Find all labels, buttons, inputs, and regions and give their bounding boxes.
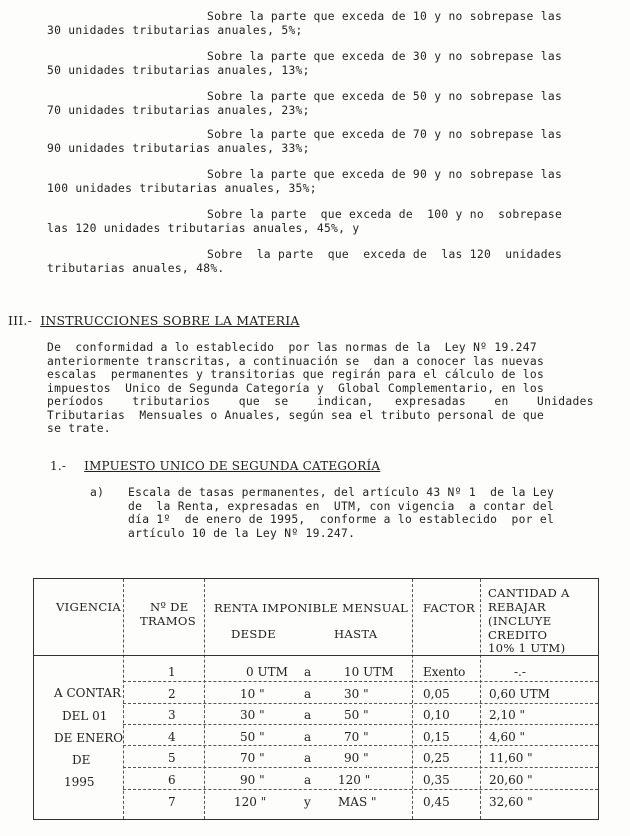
- cell-hasta: 10 UTM: [344, 665, 394, 679]
- cell-rebajar: 2,10 ": [489, 708, 526, 722]
- tramo-paragraph: [47, 10, 607, 37]
- section-paragraph: [47, 341, 609, 436]
- cell-desde: 120 ": [234, 795, 267, 809]
- cell-hasta: 50 ": [344, 708, 369, 722]
- tramo-paragraph: [47, 128, 607, 155]
- header-rebajar-5: 10% 1 UTM): [488, 641, 566, 655]
- tramo-line-1: Sobre la parte que exceda de las 120 unidades: [207, 248, 563, 261]
- item-line: artículo 10 de la Ley Nº 19.247.: [128, 526, 356, 540]
- cell-tramo: 7: [168, 795, 176, 809]
- subsection-number: 1.-: [50, 459, 67, 473]
- item-line: Escala de tasas permanentes, del artículo 43 Nº 1 de la Ley: [128, 486, 555, 499]
- cell-tramo: 5: [168, 751, 176, 765]
- tramo-line-1: Sobre la parte que exceda de 50 y no sobrepase las: [207, 90, 563, 103]
- tramo-paragraph: [47, 168, 607, 195]
- tramo-line-1: Sobre la parte que exceda de 100 y no sobrepase: [207, 208, 563, 221]
- header-tramos-2: TRAMOS: [140, 614, 196, 628]
- cell-tramo: 2: [168, 687, 176, 701]
- cell-rebajar: 11,60 ": [489, 751, 533, 765]
- cell-hasta: 90 ": [344, 751, 369, 765]
- tramo-paragraph: [47, 90, 607, 117]
- tax-table: [33, 578, 599, 820]
- cell-tramo: 6: [168, 773, 176, 787]
- paragraph-line: anteriormente transcritas, a continuación se dan a conocer las nuevas: [47, 354, 545, 368]
- cell-tramo: 3: [168, 708, 176, 722]
- vigencia-line: DE: [72, 753, 91, 767]
- row-divider: [123, 724, 598, 725]
- item-line: día 1º de enero de 1995, conforme a lo establecido por el: [128, 513, 555, 526]
- tramo-line-1: Sobre la parte que exceda de 70 y no sobrepase las: [207, 128, 563, 141]
- header-divider: [34, 655, 598, 656]
- row-divider: [123, 681, 598, 682]
- cell-desde: 10 ": [240, 687, 265, 701]
- tramo-paragraph: [47, 208, 607, 235]
- item-line: de la Renta, expresadas en UTM, con vigencia a contar del: [128, 499, 555, 513]
- item-label: a): [90, 486, 105, 499]
- header-hasta: HASTA: [334, 627, 378, 641]
- cell-sep: a: [304, 665, 312, 679]
- subsection-heading: [50, 459, 380, 473]
- vigencia-line: DE ENERO: [54, 731, 124, 745]
- cell-tramo: 1: [168, 665, 176, 679]
- cell-sep: a: [304, 751, 312, 765]
- header-rebajar-4: CREDITO: [488, 628, 548, 642]
- cell-factor: 0,05: [423, 687, 450, 701]
- row-divider: [123, 745, 598, 746]
- cell-rebajar: 20,60 ": [489, 773, 533, 787]
- cell-rebajar: 0,60 UTM: [489, 687, 550, 701]
- paragraph-line: se trate.: [47, 422, 111, 435]
- item-text: [128, 486, 608, 540]
- paragraph-line: escalas permanentes y transitorias que regirán para el cálculo de los: [47, 368, 545, 381]
- cell-hasta: MAS ": [338, 795, 377, 809]
- row-divider: [123, 789, 598, 790]
- cell-rebajar: -.-: [514, 665, 526, 679]
- paragraph-line: impuestos Unico de Segunda Categoría y Global Complementario, en los: [47, 381, 545, 395]
- cell-desde: 50 ": [240, 730, 265, 744]
- paragraph-line: Tributarias Mensuales o Anuales, según sea el tributo personal de que: [47, 408, 545, 422]
- cell-hasta: 30 ": [344, 687, 369, 701]
- row-divider: [123, 767, 598, 768]
- tramo-line-2: 90 unidades tributarias anuales, 33%;: [47, 141, 310, 155]
- tramo-line-2: tributarias anuales, 48%.: [47, 261, 225, 275]
- cell-sep: a: [304, 708, 312, 722]
- column-divider: [204, 579, 205, 819]
- cell-factor: 0,15: [423, 730, 450, 744]
- cell-rebajar: 4,60 ": [489, 730, 526, 744]
- cell-factor: 0,25: [423, 751, 450, 765]
- tramo-paragraph: [47, 248, 607, 275]
- cell-sep: a: [304, 687, 312, 701]
- cell-factor: 0,45: [423, 795, 450, 809]
- header-rebajar-2: REBAJAR: [488, 600, 546, 614]
- vigencia-line: A CONTAR: [54, 686, 122, 700]
- cell-desde: 30 ": [240, 708, 265, 722]
- section-number: III.-: [8, 313, 33, 328]
- tramo-line-2: 100 unidades tributarias anuales, 35%;: [47, 181, 317, 195]
- cell-sep: a: [304, 730, 312, 744]
- header-renta: RENTA IMPONIBLE MENSUAL: [214, 601, 409, 615]
- paragraph-line: períodos tributarios que se indican, expresadas en Unidades: [47, 395, 594, 408]
- tramo-line-2: 30 unidades tributarias anuales, 5%;: [47, 23, 303, 37]
- paragraph-line: De conformidad a lo establecido por las normas de la Ley Nº 19.247: [47, 341, 537, 354]
- row-divider: [123, 703, 598, 704]
- cell-hasta: 120 ": [338, 773, 371, 787]
- vigencia-line: DEL 01: [62, 709, 108, 723]
- header-rebajar-3: (INCLUYE: [488, 614, 552, 628]
- column-divider: [480, 579, 481, 819]
- cell-desde: 0 UTM: [246, 665, 288, 679]
- cell-desde: 70 ": [240, 751, 265, 765]
- section-title: INSTRUCCIONES SOBRE LA MATERIA: [40, 313, 300, 328]
- cell-factor: Exento: [423, 665, 466, 679]
- column-divider: [123, 579, 124, 819]
- tramo-line-1: Sobre la parte que exceda de 10 y no sobrepase las: [207, 10, 563, 23]
- tramo-line-2: las 120 unidades tributarias anuales, 45%, y: [47, 221, 360, 235]
- tramo-line-2: 70 unidades tributarias anuales, 23%;: [47, 103, 310, 117]
- cell-tramo: 4: [168, 730, 176, 744]
- cell-hasta: 70 ": [344, 730, 369, 744]
- header-rebajar-1: CANTIDAD A: [488, 586, 570, 600]
- tramo-line-1: Sobre la parte que exceda de 30 y no sobrepase las: [207, 50, 563, 63]
- cell-sep: y: [304, 795, 311, 809]
- cell-sep: a: [304, 773, 312, 787]
- tramo-line-2: 50 unidades tributarias anuales, 13%;: [47, 63, 310, 77]
- vigencia-line: 1995: [64, 775, 95, 789]
- header-factor: FACTOR: [423, 601, 476, 615]
- header-vigencia: VIGENCIA: [56, 600, 122, 614]
- cell-rebajar: 32,60 ": [489, 795, 533, 809]
- header-desde: DESDE: [231, 627, 276, 641]
- tramo-paragraph: [47, 50, 607, 77]
- cell-factor: 0,10: [423, 708, 450, 722]
- section-heading: [8, 313, 300, 328]
- tramo-line-1: Sobre la parte que exceda de 90 y no sobrepase las: [207, 168, 563, 181]
- cell-desde: 90 ": [240, 773, 265, 787]
- subsection-title: IMPUESTO UNICO DE SEGUNDA CATEGORÍA: [84, 459, 381, 473]
- column-divider: [412, 579, 413, 819]
- header-tramos-1: Nº DE: [150, 600, 189, 614]
- cell-factor: 0,35: [423, 773, 450, 787]
